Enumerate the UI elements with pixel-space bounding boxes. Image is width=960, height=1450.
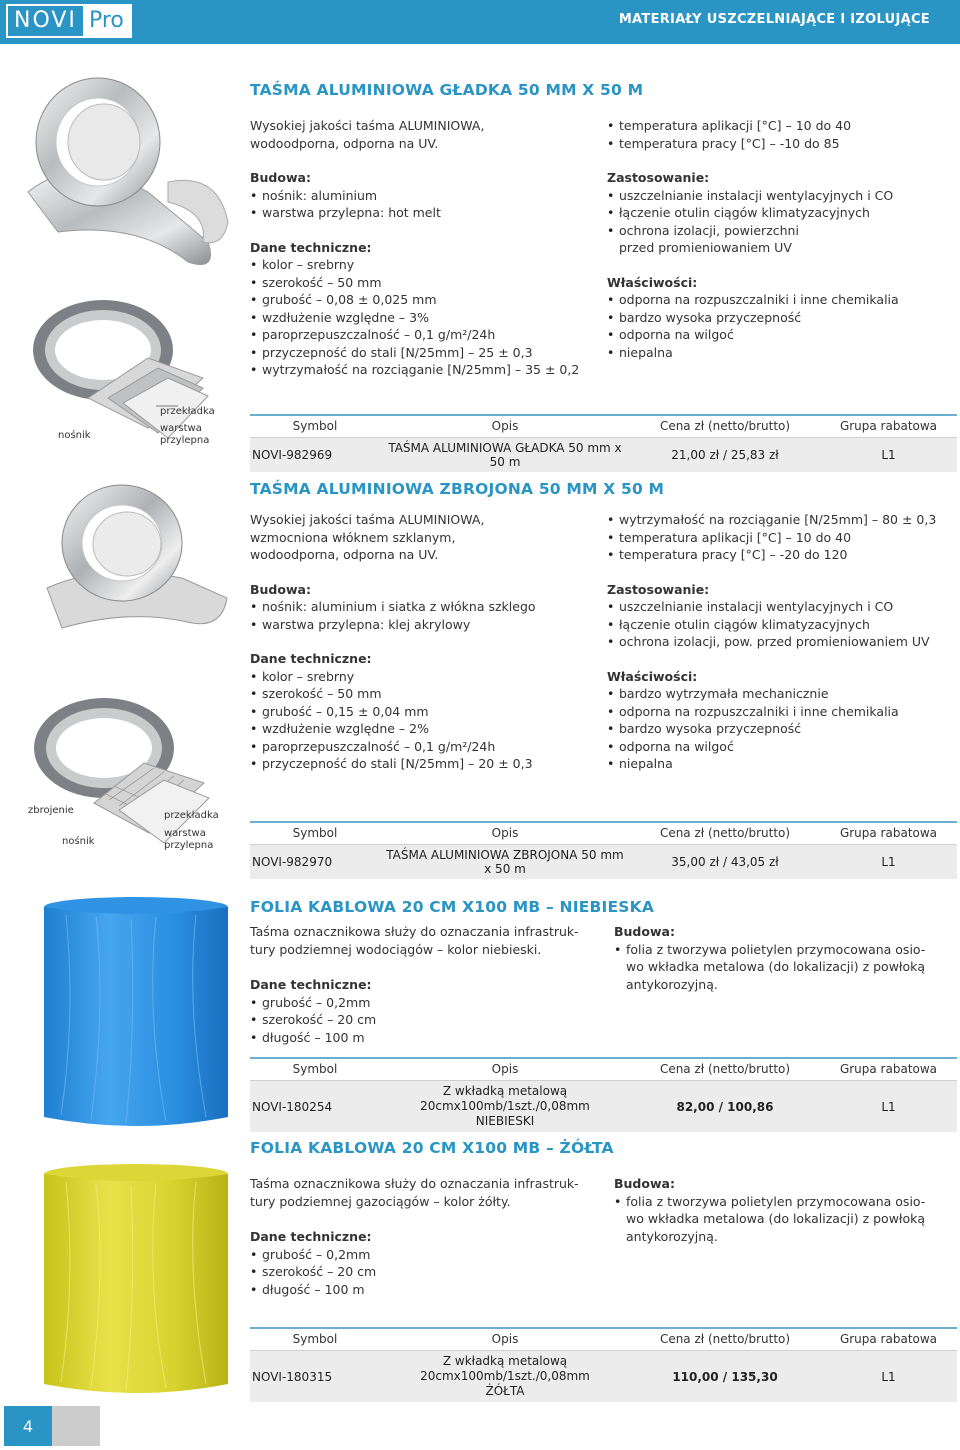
product4-price-table [250, 1327, 957, 1402]
list-item: • odporna na wilgoć [607, 326, 957, 344]
list-item-continuation: antykorozyjną. [626, 976, 718, 992]
list-item: • warstwa przylepna: klej akrylowy [250, 616, 600, 634]
list-item: • nośnik: aluminium [250, 187, 600, 205]
cell-opis-line1: Z wkładką metalową 20cmx100mb/1szt./0,08mm [420, 1354, 590, 1383]
list-item: • odporna na rozpuszczalniki i inne chemikalia [607, 703, 957, 721]
cell-opis-line2: ŻÓŁTA [485, 1384, 525, 1398]
cell-cena: 21,00 zł / 25,83 zł [630, 438, 820, 473]
table-row [250, 1081, 957, 1133]
category-title: MATERIAŁY USZCZELNIAJĄCE I IZOLUJĄCE [618, 12, 930, 27]
list-item: • grubość – 0,2mm [250, 1246, 610, 1264]
list-item: • bardzo wysoka przyczepność [607, 309, 957, 327]
product3-left-column [250, 923, 610, 1046]
table-row [250, 845, 957, 880]
col-header-opis: Opis [380, 822, 630, 845]
product4-intro-1: Taśma oznacznikowa służy do oznaczania infrastruk- [250, 1176, 579, 1191]
cell-opis-line1: Z wkładką metalową 20cmx100mb/1szt./0,08mm [420, 1084, 590, 1113]
list-item: • szerokość – 20 cm [250, 1011, 610, 1029]
layer-label-nosnik: nośnik [62, 836, 95, 847]
product2-dane-heading: Dane techniczne: [250, 651, 372, 666]
col-header-cena: Cena zł (netto/brutto) [630, 1328, 820, 1351]
aluminium-tape-roll-image [18, 72, 230, 282]
product2-intro-2: wzmocniona włóknem szklanym, [250, 529, 456, 545]
col-header-grupa: Grupa rabatowa [820, 1058, 957, 1081]
product1-price-table [250, 414, 957, 472]
cell-symbol: NOVI-982969 [250, 438, 380, 473]
list-item: • odporna na rozpuszczalniki i inne chemikalia [607, 291, 957, 309]
list-item-continuation: antykorozyjną. [626, 1228, 718, 1244]
layer-label-warstwa: warstwa [160, 423, 202, 434]
list-item: • paroprzepuszczalność – 0,1 g/m²/24h [250, 326, 600, 344]
cell-opis: TAŚMA ALUMINIOWA ZBROJONA 50 mm x 50 m [380, 845, 630, 880]
cell-cena: 35,00 zł / 43,05 zł [630, 845, 820, 880]
list-item: • paroprzepuszczalność – 0,1 g/m²/24h [250, 738, 600, 756]
list-item: • szerokość – 20 cm [250, 1263, 610, 1281]
page-header [0, 0, 960, 44]
cell-symbol: NOVI-180315 [250, 1351, 380, 1403]
product3-title: FOLIA KABLOWA 20 CM X100 MB – NIEBIESKA [250, 898, 655, 916]
product2-left-column [250, 511, 600, 773]
list-item: • nośnik: aluminium i siatka z włókna szklego [250, 598, 600, 616]
list-item: • niepalna [607, 755, 957, 773]
layer-label-przylepna: przylepna [160, 435, 210, 446]
list-item: • bardzo wytrzymała mechanicznie [607, 685, 957, 703]
list-item: • folia z tworzywa polietylen przymocowana osio- [614, 1193, 954, 1211]
cell-symbol: NOVI-180254 [250, 1081, 380, 1133]
list-item: • grubość – 0,08 ± 0,025 mm [250, 291, 600, 309]
cell-grupa: L1 [820, 438, 957, 473]
list-item: • długość – 100 m [250, 1281, 610, 1299]
product4-left-column [250, 1175, 610, 1298]
col-header-grupa: Grupa rabatowa [820, 1328, 957, 1351]
product4-budowa-heading: Budowa: [614, 1176, 675, 1191]
list-item: • wytrzymałość na rozciąganie [N/25mm] – 80 ± 0,3 [607, 511, 957, 529]
col-header-symbol: Symbol [250, 822, 380, 845]
product1-intro-2: wodoodporna, odporna na UV. [250, 135, 439, 151]
product1-left-column [250, 117, 600, 379]
col-header-grupa: Grupa rabatowa [820, 415, 957, 438]
cell-symbol: NOVI-982970 [250, 845, 380, 880]
product2-title: TAŚMA ALUMINIOWA ZBROJONA 50 MM X 50 M [250, 480, 665, 498]
cell-grupa: L1 [820, 845, 957, 880]
col-header-symbol: Symbol [250, 1328, 380, 1351]
list-item: • niepalna [607, 344, 957, 362]
list-item: • ochrona izolacji, pow. przed promieniowaniem UV [607, 633, 957, 651]
product1-zastosowanie-heading: Zastosowanie: [607, 170, 710, 185]
list-item: • temperatura pracy [°C] – -20 do 120 [607, 546, 957, 564]
layer-label-przekladka: przekładka [160, 406, 215, 417]
list-item: • wzdłużenie względne – 3% [250, 309, 600, 327]
layer-label-przylepna: przylepna [164, 840, 214, 851]
product3-budowa-heading: Budowa: [614, 924, 675, 939]
yellow-cable-foil-roll-image [36, 1162, 236, 1400]
col-header-symbol: Symbol [250, 1058, 380, 1081]
list-item: • uszczelnianie instalacji wentylacyjnych i CO [607, 598, 957, 616]
reinforced-layers-diagram [24, 688, 230, 858]
reinforced-tape-roll-image [42, 478, 232, 653]
novipro-logo [6, 4, 132, 38]
col-header-cena: Cena zł (netto/brutto) [630, 1058, 820, 1081]
layer-label-przekladka: przekładka [164, 810, 219, 821]
product4-dane-heading: Dane techniczne: [250, 1229, 372, 1244]
logo-novi: NOVI [14, 8, 77, 33]
product3-price-table [250, 1057, 957, 1132]
list-item: • łączenie otulin ciągów klimatyzacyjnych [607, 616, 957, 634]
list-item: • folia z tworzywa polietylen przymocowana osio- [614, 941, 954, 959]
list-item: • długość – 100 m [250, 1029, 610, 1047]
product2-wlasciwosci-heading: Właściwości: [607, 668, 698, 684]
list-item: • przyczepność do stali [N/25mm] – 25 ± 0,3 [250, 344, 600, 362]
col-header-cena: Cena zł (netto/brutto) [630, 822, 820, 845]
list-item: • szerokość – 50 mm [250, 685, 600, 703]
product1-budowa-heading: Budowa: [250, 170, 311, 185]
product3-right-column [614, 923, 954, 993]
product3-intro-1: Taśma oznacznikowa służy do oznaczania infrastruk- [250, 924, 579, 939]
product4-title: FOLIA KABLOWA 20 CM X100 MB – ŻÓŁTA [250, 1139, 614, 1157]
footer-grey-block [52, 1406, 100, 1446]
cell-opis [380, 1081, 630, 1133]
list-item: • grubość – 0,2mm [250, 994, 610, 1012]
tape-layers-diagram [28, 288, 228, 448]
list-item: • odporna na wilgoć [607, 738, 957, 756]
list-item: • kolor – srebrny [250, 668, 600, 686]
col-header-opis: Opis [380, 1328, 630, 1351]
cell-cena: 110,00 / 135,30 [630, 1351, 820, 1403]
cell-grupa: L1 [820, 1351, 957, 1403]
product4-intro-2: tury podziemnej gazociągów – kolor żółty. [250, 1193, 511, 1209]
list-item: • uszczelnianie instalacji wentylacyjnych i CO [607, 187, 957, 205]
product3-intro-2: tury podziemnej wodociągów – kolor niebieski. [250, 941, 542, 957]
list-item: • ochrona izolacji, powierzchni [607, 222, 957, 240]
list-item: • kolor – srebrny [250, 256, 600, 274]
layer-label-warstwa: warstwa [164, 828, 206, 839]
col-header-symbol: Symbol [250, 415, 380, 438]
list-item: • szerokość – 50 mm [250, 274, 600, 292]
list-item-continuation: wo wkładka metalowa (do lokalizacji) z powłoką [626, 959, 926, 974]
blue-cable-foil-roll-image [36, 895, 236, 1133]
list-item: • przyczepność do stali [N/25mm] – 20 ± 0,3 [250, 755, 600, 773]
product1-dane-heading: Dane techniczne: [250, 239, 372, 255]
list-item: • temperatura aplikacji [°C] – 10 do 40 [607, 529, 957, 547]
table-row [250, 1351, 957, 1403]
product1-intro-1: Wysokiej jakości taśma ALUMINIOWA, [250, 118, 485, 133]
layer-label-nosnik: nośnik [58, 430, 91, 441]
col-header-opis: Opis [380, 415, 630, 438]
product2-right-column [607, 511, 957, 773]
page-number: 4 [4, 1406, 52, 1446]
cell-opis-line2: NIEBIESKI [475, 1114, 535, 1128]
cell-grupa: L1 [820, 1081, 957, 1133]
list-item: • grubość – 0,15 ± 0,04 mm [250, 703, 600, 721]
product2-intro-1: Wysokiej jakości taśma ALUMINIOWA, [250, 512, 485, 527]
list-item: • wytrzymałość na rozciąganie [N/25mm] – 35 ± 0,2 [250, 361, 600, 379]
list-item-continuation: przed promieniowaniem UV [619, 240, 792, 255]
col-header-grupa: Grupa rabatowa [820, 822, 957, 845]
list-item: • bardzo wysoka przyczepność [607, 720, 957, 738]
col-header-cena: Cena zł (netto/brutto) [630, 415, 820, 438]
product2-price-table [250, 821, 957, 879]
product3-dane-heading: Dane techniczne: [250, 977, 372, 992]
cell-cena: 82,00 / 100,86 [630, 1081, 820, 1133]
logo-pro: Pro [83, 6, 130, 36]
col-header-opis: Opis [380, 1058, 630, 1081]
table-row [250, 438, 957, 473]
cell-opis [380, 1351, 630, 1403]
list-item: • łączenie otulin ciągów klimatyzacyjnych [607, 204, 957, 222]
product1-title: TAŚMA ALUMINIOWA GŁADKA 50 MM X 50 M [250, 81, 644, 99]
cell-opis: TAŚMA ALUMINIOWA GŁADKA 50 mm x 50 m [380, 438, 630, 473]
list-item: • wzdłużenie względne – 2% [250, 720, 600, 738]
product1-wlasciwosci-heading: Właściwości: [607, 274, 698, 290]
list-item: • temperatura pracy [°C] – -10 do 85 [607, 135, 957, 153]
product1-right-column [607, 117, 957, 361]
list-item: • temperatura aplikacji [°C] – 10 do 40 [607, 117, 957, 135]
product4-right-column [614, 1175, 954, 1245]
layer-label-zbrojenie: zbrojenie [28, 805, 74, 816]
list-item-continuation: wo wkładka metalowa (do lokalizacji) z powłoką [626, 1211, 926, 1226]
product2-zastosowanie-heading: Zastosowanie: [607, 581, 710, 597]
product2-intro-3: wodoodporna, odporna na UV. [250, 547, 439, 562]
product2-budowa-heading: Budowa: [250, 581, 311, 597]
list-item: • warstwa przylepna: hot melt [250, 204, 600, 222]
